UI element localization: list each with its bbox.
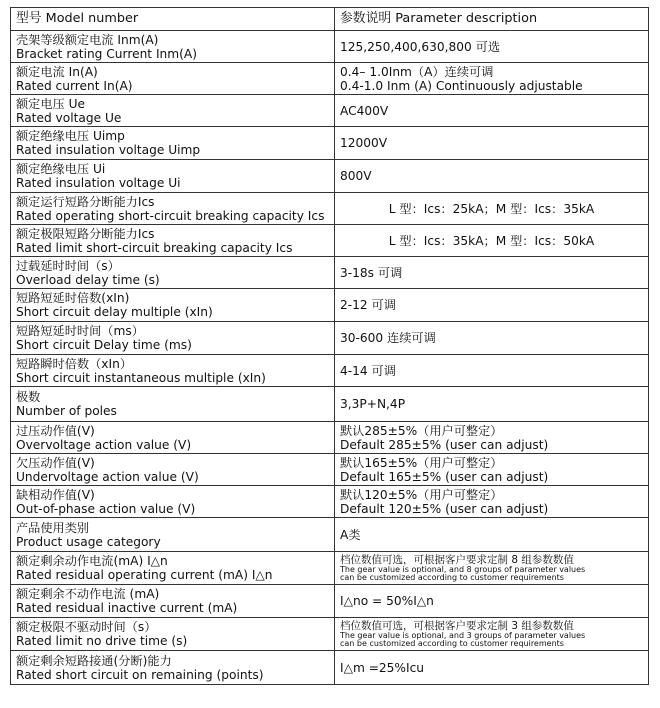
- label-en: Bracket rating Current Inm(A): [16, 46, 197, 61]
- row-value: [335, 63, 649, 95]
- value-line: 3,3P+N,4P: [340, 397, 406, 411]
- row-value: [335, 225, 649, 257]
- row-value: [335, 289, 649, 322]
- label-cn: 产品使用类别: [16, 520, 90, 535]
- label-cn: 短路短延时倍数(xIn): [16, 291, 130, 305]
- table-row: [11, 160, 649, 193]
- value-line: 档位数值可选，可根据客户要求定制 3 组参数数值: [340, 619, 574, 632]
- table-row: [11, 95, 649, 127]
- value-line-small: can be customized according to customer requirements: [340, 639, 564, 648]
- row-label: [11, 225, 335, 257]
- value-line: I△m =25%Icu: [340, 660, 425, 675]
- row-value: [335, 127, 649, 160]
- row-value: [335, 552, 649, 585]
- value-line: 125,250,400,630,800 可选: [340, 39, 501, 54]
- row-value: [335, 618, 649, 651]
- label-cn: 过压动作值(V): [16, 423, 95, 438]
- label-en: Rated insulation voltage Ui: [16, 176, 181, 190]
- table-row: [11, 486, 649, 518]
- label-en: Short circuit instantaneous multiple (xIn): [16, 370, 266, 385]
- row-value: [335, 486, 649, 518]
- value-line: 0.4– 1.0Inm（A）连续可调: [340, 64, 494, 79]
- table-row: [11, 618, 649, 651]
- row-label: [11, 63, 335, 95]
- table-row: [11, 518, 649, 552]
- row-value: [335, 322, 649, 355]
- value-line-small: The gear value is optional, and 3 groups of parameter values: [340, 630, 586, 640]
- label-en: Rated residual operating current (mA) I△n: [16, 568, 273, 582]
- table-row: [11, 355, 649, 387]
- row-label: [11, 31, 335, 63]
- row-value: [335, 454, 649, 486]
- label-cn: 额定剩余动作电流(mA) I△n: [16, 554, 168, 568]
- row-label: [11, 651, 335, 685]
- row-label: [11, 585, 335, 618]
- row-value: [335, 257, 649, 289]
- value-line: A类: [340, 527, 361, 542]
- value-line: 2-12 可调: [340, 298, 396, 312]
- row-label: [11, 257, 335, 289]
- label-en: Product usage category: [16, 534, 161, 549]
- table-row: [11, 127, 649, 160]
- table-row: [11, 552, 649, 585]
- table-row: [11, 585, 649, 618]
- label-cn: 额定剩余不动作电流 (mA): [16, 587, 160, 601]
- label-cn: 欠压动作值(V): [16, 455, 95, 470]
- row-value: [335, 387, 649, 422]
- label-en: Rated voltage Ue: [16, 110, 122, 125]
- row-label: [11, 193, 335, 225]
- label-cn: 短路短延时时间（ms）: [16, 324, 144, 338]
- table-row: [11, 322, 649, 355]
- row-label: [11, 387, 335, 422]
- value-line: 0.4-1.0 Inm (A) Continuously adjustable: [340, 78, 583, 93]
- table-row: [11, 454, 649, 486]
- label-en: Rated operating short-circuit breaking capacity Ics: [16, 208, 325, 223]
- parameter-table-container: [10, 7, 649, 685]
- table-row: [11, 257, 649, 289]
- value-line-small: The gear value is optional, and 8 groups of parameter values: [340, 564, 586, 574]
- row-label: [11, 127, 335, 160]
- label-en: Overload delay time (s): [16, 272, 160, 287]
- row-label: [11, 160, 335, 193]
- row-value: [335, 95, 649, 127]
- table-row: [11, 63, 649, 95]
- value-line: Default 165±5% (user can adjust): [340, 469, 549, 484]
- header-parameter-description: 参数说明 Parameter description: [335, 8, 649, 31]
- label-en: Rated short circuit on remaining (points): [16, 667, 264, 682]
- value-line: 档位数值可选，可根据客户要求定制 8 组参数数值: [340, 553, 574, 566]
- value-line: 800V: [340, 169, 372, 183]
- row-label: [11, 618, 335, 651]
- row-value: [335, 160, 649, 193]
- label-en: Number of poles: [16, 404, 117, 418]
- row-label: [11, 355, 335, 387]
- row-value: [335, 585, 649, 618]
- row-value: [335, 193, 649, 225]
- value-line: 3-18s 可调: [340, 265, 403, 280]
- row-label: [11, 289, 335, 322]
- label-en: Rated limit no drive time (s): [16, 634, 188, 648]
- label-en: Overvoltage action value (V): [16, 437, 192, 452]
- row-label: [11, 486, 335, 518]
- value-line: 默认165±5%（用户可整定）: [340, 455, 503, 470]
- row-label: [11, 454, 335, 486]
- row-label: [11, 518, 335, 552]
- label-cn: 额定剩余短路接通(分断)能力: [16, 653, 172, 668]
- row-value: [335, 518, 649, 552]
- label-cn: 短路瞬时倍数（xIn）: [16, 356, 133, 371]
- row-value: [335, 422, 649, 454]
- value-line: 12000V: [340, 136, 388, 150]
- value-line: I△no = 50%I△n: [340, 594, 434, 608]
- label-cn: 缺相动作值(V): [16, 487, 95, 502]
- row-label: [11, 95, 335, 127]
- value-line: 30-600 连续可调: [340, 331, 436, 345]
- label-cn: 壳架等级额定电流 Inm(A): [16, 32, 159, 47]
- header-model-number: 型号 Model number: [11, 8, 335, 31]
- label-en: Rated insulation voltage Uimp: [16, 143, 201, 157]
- label-en: Out-of-phase action value (V): [16, 501, 196, 516]
- value-line: Default 120±5% (user can adjust): [340, 501, 549, 516]
- label-cn: 额定电压 Ue: [16, 96, 86, 111]
- row-label: [11, 552, 335, 585]
- table-row: [11, 422, 649, 454]
- label-en: Rated limit short-circuit breaking capacity Ics: [16, 240, 293, 255]
- value-line: L 型：Ics：25kA；M 型：Ics：35kA: [388, 201, 595, 216]
- table-row: [11, 289, 649, 322]
- table-row: [11, 31, 649, 63]
- row-value: [335, 651, 649, 685]
- table-row: [11, 387, 649, 422]
- table-row: [11, 651, 649, 685]
- label-cn: 过载延时时间（s）: [16, 258, 120, 273]
- value-line: L 型：Ics：35kA；M 型：Ics：50kA: [388, 233, 595, 248]
- label-en: Rated residual inactive current (mA): [16, 601, 238, 615]
- value-line: 默认120±5%（用户可整定）: [340, 487, 503, 502]
- value-line: Default 285±5% (user can adjust): [340, 437, 549, 452]
- label-cn: 额定极限短路分断能力Ics: [16, 226, 155, 241]
- label-en: Rated current In(A): [16, 78, 133, 93]
- value-line-small: can be customized according to customer requirements: [340, 573, 564, 582]
- label-cn: 额定绝缘电压 Ui: [16, 162, 106, 176]
- label-cn: 额定运行短路分断能力Ics: [16, 194, 155, 209]
- row-label: [11, 322, 335, 355]
- row-value: [335, 31, 649, 63]
- value-line: AC400V: [340, 103, 389, 118]
- value-line: 4-14 可调: [340, 363, 396, 378]
- label-en: Undervoltage action value (V): [16, 469, 199, 484]
- label-en: Short circuit delay multiple (xIn): [16, 305, 213, 319]
- label-cn: 额定电流 In(A): [16, 64, 98, 79]
- table-row: [11, 225, 649, 257]
- row-value: [335, 355, 649, 387]
- label-cn: 额定极限不驱动时间（s）: [16, 620, 157, 634]
- row-label: [11, 422, 335, 454]
- table-header-row: [11, 8, 649, 31]
- value-line: 默认285±5%（用户可整定）: [340, 423, 503, 438]
- label-en: Short circuit Delay time (ms): [16, 338, 192, 352]
- label-cn: 极数: [16, 390, 41, 404]
- table-row: [11, 193, 649, 225]
- parameter-table: [10, 7, 649, 685]
- label-cn: 额定绝缘电压 Uimp: [16, 129, 125, 143]
